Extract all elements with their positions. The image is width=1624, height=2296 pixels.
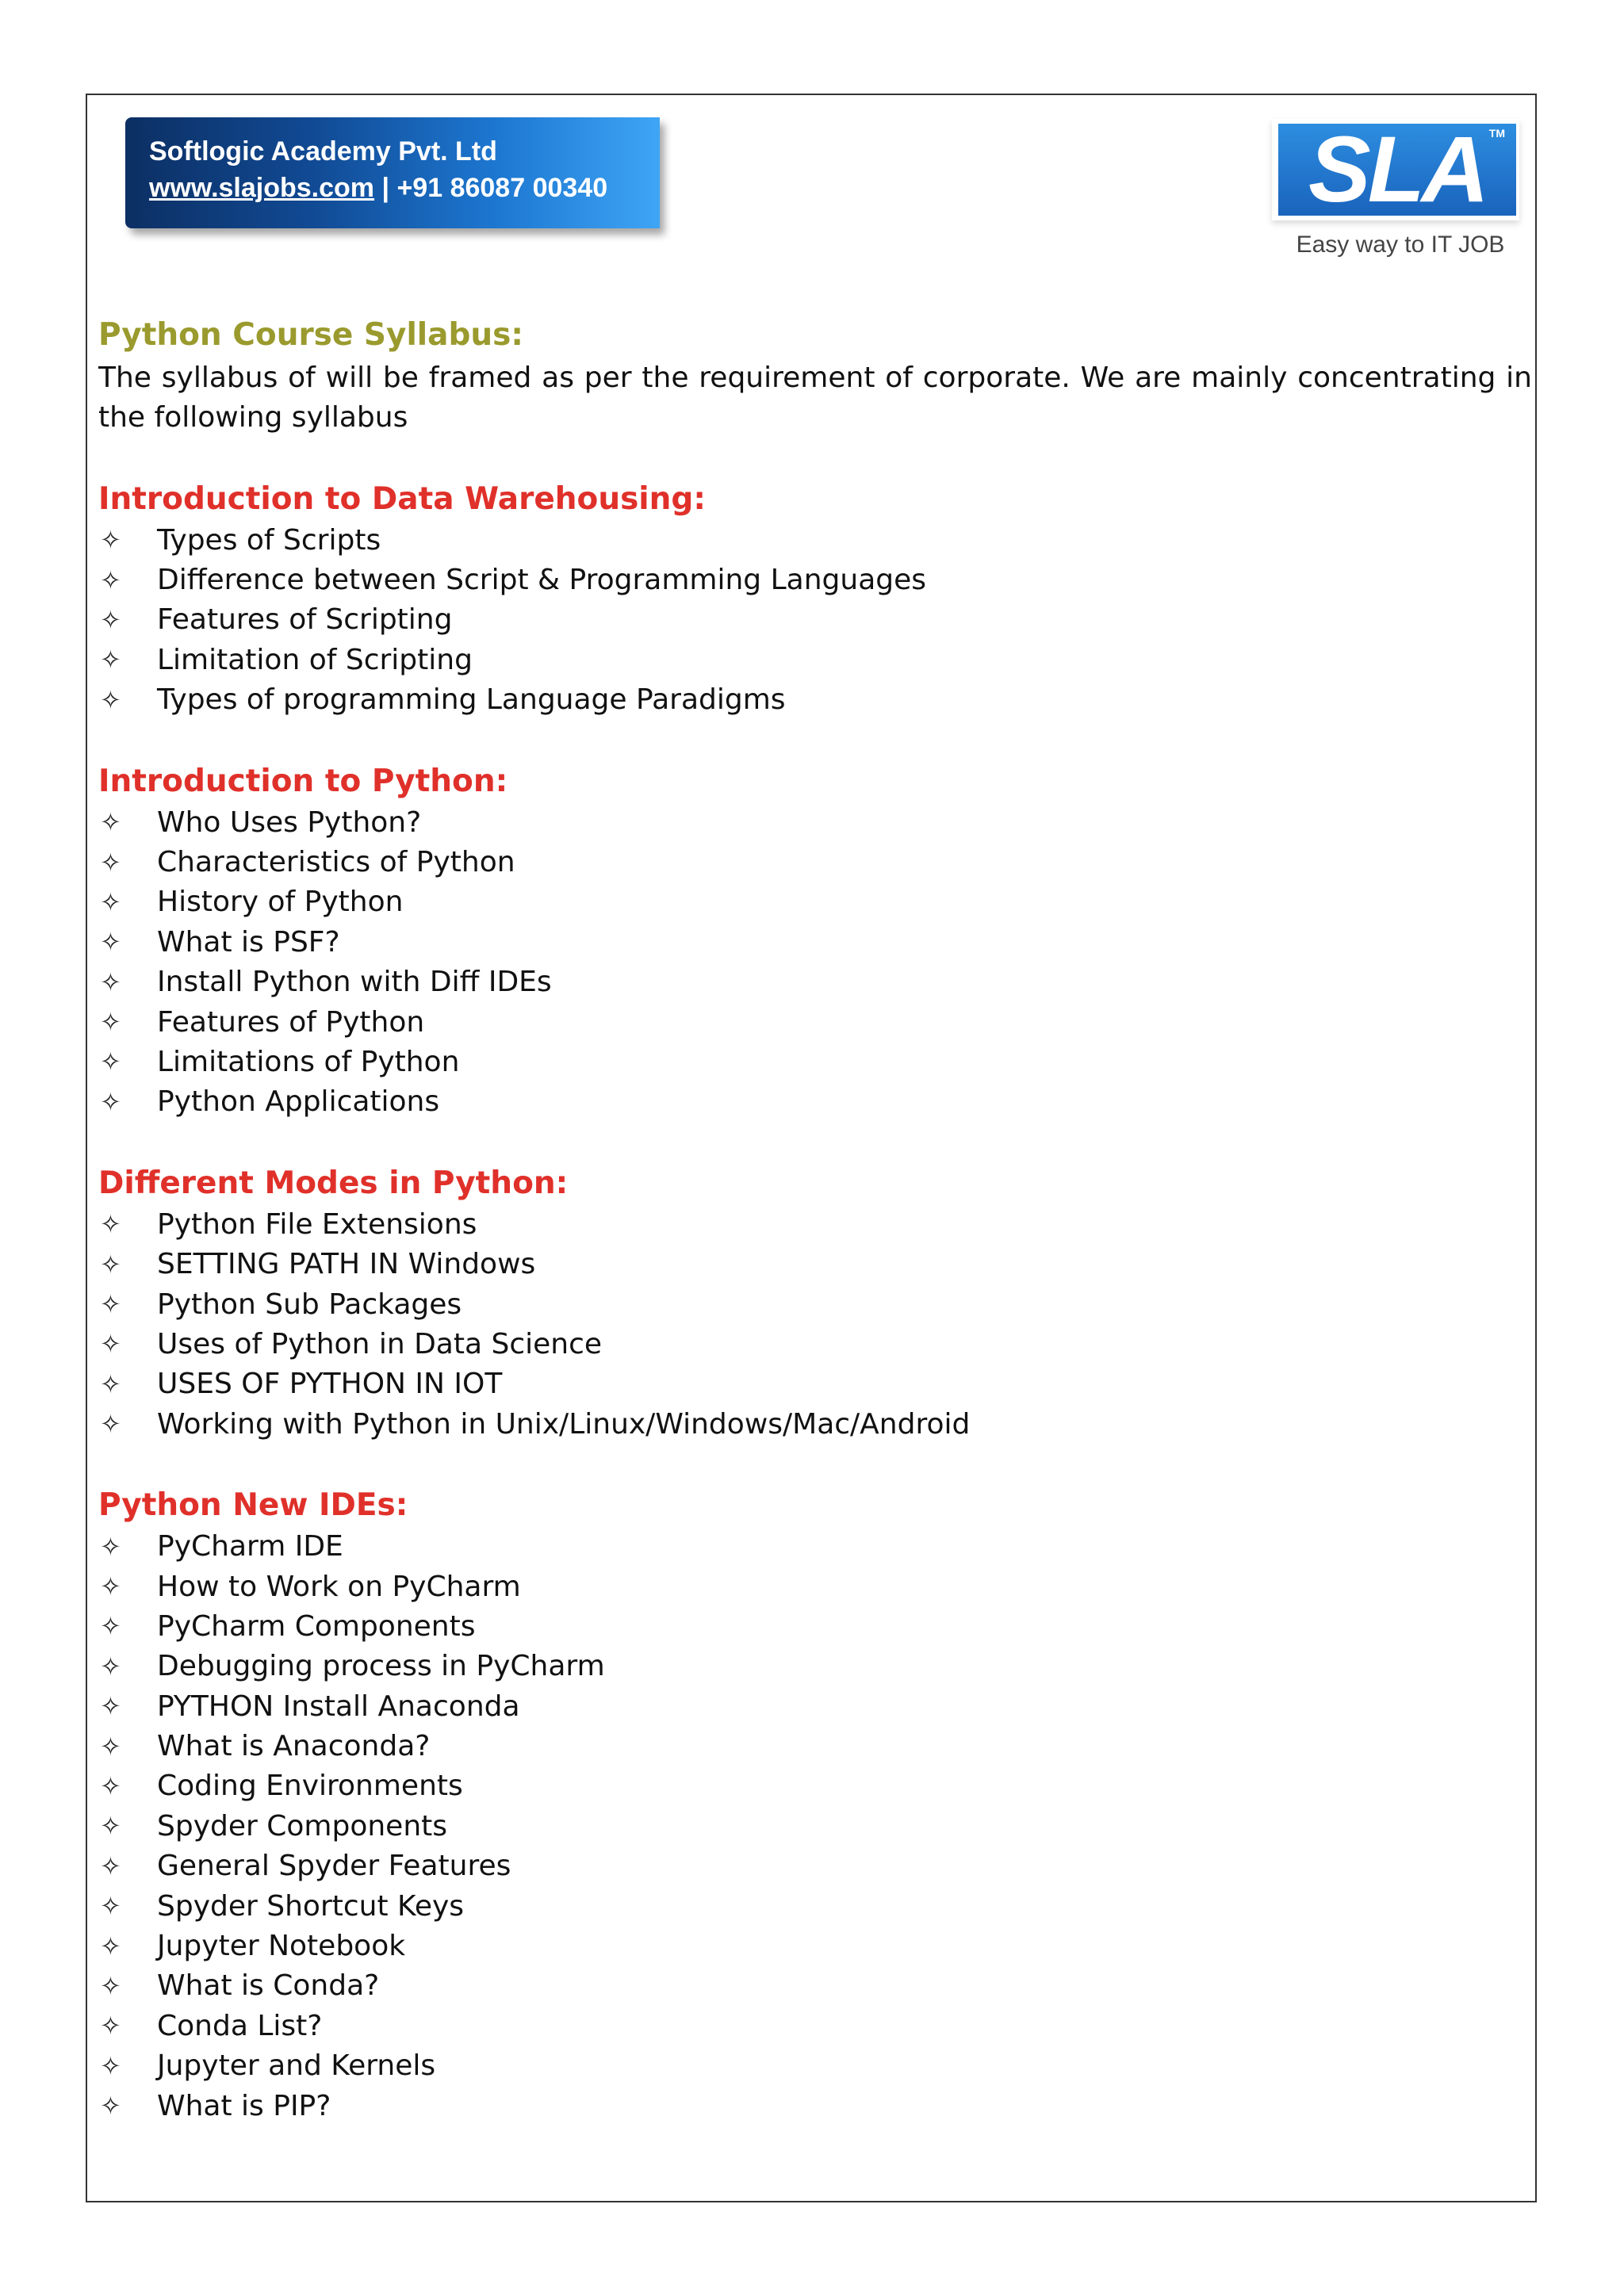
star-bullet-icon: ✧ [100, 1531, 121, 1562]
logo-tagline: Easy way to IT JOB [1296, 232, 1505, 258]
topic-text: Limitation of Scripting [157, 643, 473, 676]
list-item [98, 1042, 1532, 1081]
star-bullet-icon: ✧ [100, 1368, 121, 1399]
topic-text: General Spyder Features [157, 1850, 511, 1883]
topic-text: Debugging process in PyCharm [157, 1650, 605, 1683]
list-item [98, 1606, 1532, 1646]
star-bullet-icon: ✧ [100, 1249, 121, 1280]
list-item [98, 1364, 1532, 1404]
star-bullet-icon: ✧ [100, 564, 121, 595]
syllabus-section [98, 1163, 1532, 1444]
star-bullet-icon: ✧ [100, 1931, 121, 1961]
star-bullet-icon: ✧ [100, 1086, 121, 1117]
list-item [98, 600, 1532, 640]
list-item [98, 842, 1532, 882]
list-item [98, 1926, 1532, 1965]
list-item [98, 962, 1532, 1002]
list-item [98, 922, 1532, 962]
list-item [98, 1082, 1532, 1122]
list-item [98, 2046, 1532, 2086]
star-bullet-icon: ✧ [100, 1611, 121, 1642]
course-title: Python Course Syllabus: [98, 317, 523, 353]
topic-text: Who Uses Python? [157, 806, 422, 839]
topic-list [98, 1526, 1532, 2126]
list-item [98, 1686, 1532, 1726]
syllabus-section [98, 1485, 1532, 2126]
star-bullet-icon: ✧ [100, 604, 121, 635]
star-bullet-icon: ✧ [100, 847, 121, 878]
topic-text: PYTHON Install Anaconda [157, 1689, 520, 1723]
topic-text: What is Conda? [157, 1969, 380, 2003]
list-item [98, 560, 1532, 599]
topic-text: Features of Scripting [157, 603, 453, 637]
section-heading: Introduction to Data Warehousing: [98, 481, 706, 517]
topic-text: Jupyter and Kernels [157, 2049, 436, 2083]
star-bullet-icon: ✧ [100, 1651, 121, 1682]
star-bullet-icon: ✧ [100, 645, 121, 675]
list-item [98, 1886, 1532, 1926]
phone-number: +91 86087 00340 [396, 173, 608, 203]
topic-text: Characteristics of Python [157, 846, 515, 879]
star-bullet-icon: ✧ [100, 2011, 121, 2042]
topic-text: Types of programming Language Paradigms [157, 683, 786, 717]
topic-text: History of Python [157, 886, 404, 919]
star-bullet-icon: ✧ [100, 1770, 121, 1801]
section-list [98, 479, 1532, 2126]
star-bullet-icon: ✧ [100, 1209, 121, 1240]
topic-text: USES OF PYTHON IN IOT [157, 1368, 503, 1401]
topic-list [98, 802, 1532, 1122]
topic-text: Working with Python in Unix/Linux/Windows/Mac/Android [157, 1407, 971, 1441]
company-banner [125, 117, 660, 228]
sla-logo [1272, 119, 1524, 270]
star-bullet-icon: ✧ [100, 1891, 121, 1922]
logo-plate [1272, 119, 1519, 220]
website-link[interactable]: www.slajobs.com [149, 173, 375, 203]
topic-text: SETTING PATH IN Windows [157, 1248, 536, 1281]
list-item [98, 1204, 1532, 1244]
topic-text: Install Python with Diff IDEs [157, 966, 552, 999]
topic-text: Features of Python [157, 1005, 425, 1039]
contact-line [149, 170, 660, 206]
star-bullet-icon: ✧ [100, 1850, 121, 1881]
list-item [98, 1806, 1532, 1846]
topic-text: Conda List? [157, 2009, 323, 2042]
section-heading: Different Modes in Python: [98, 1165, 569, 1202]
topic-text: Types of Scripts [157, 523, 381, 557]
logo-mark: SLA [1278, 124, 1516, 216]
topic-list [98, 1204, 1532, 1444]
list-item [98, 802, 1532, 842]
list-item [98, 1647, 1532, 1686]
topic-text: Difference between Script & Programming Languages [157, 564, 927, 597]
syllabus-content [98, 312, 1532, 2126]
topic-text: Spyder Components [157, 1809, 448, 1843]
list-item [98, 1726, 1532, 1766]
list-item [98, 1284, 1532, 1324]
topic-text: Python File Extensions [157, 1207, 477, 1241]
list-item [98, 2086, 1532, 2126]
list-item [98, 1526, 1532, 1566]
star-bullet-icon: ✧ [100, 1047, 121, 1077]
company-name: Softlogic Academy Pvt. Ltd [149, 136, 497, 166]
topic-text: Spyder Shortcut Keys [157, 1889, 465, 1923]
topic-text: Coding Environments [157, 1770, 463, 1803]
star-bullet-icon: ✧ [100, 1731, 121, 1762]
topic-text: Python Sub Packages [157, 1288, 462, 1321]
list-item [98, 1567, 1532, 1606]
list-item [98, 1846, 1532, 1886]
topic-text: What is PSF? [157, 925, 340, 959]
star-bullet-icon: ✧ [100, 684, 121, 715]
star-bullet-icon: ✧ [100, 1691, 121, 1722]
star-bullet-icon: ✧ [100, 886, 121, 917]
star-bullet-icon: ✧ [100, 966, 121, 997]
contact-separator: | [374, 173, 397, 203]
topic-text: Uses of Python in Data Science [157, 1327, 603, 1360]
star-bullet-icon: ✧ [100, 927, 121, 958]
section-heading: Python New IDEs: [98, 1487, 408, 1524]
list-item [98, 1966, 1532, 2006]
list-item [98, 882, 1532, 922]
topic-text: Limitations of Python [157, 1045, 460, 1078]
star-bullet-icon: ✧ [100, 1007, 121, 1038]
topic-text: Python Applications [157, 1085, 440, 1119]
list-item [98, 680, 1532, 720]
list-item [98, 2006, 1532, 2045]
list-item [98, 520, 1532, 560]
topic-text: What is PIP? [157, 2089, 331, 2122]
list-item [98, 1324, 1532, 1364]
logo-trademark: TM [1488, 127, 1505, 140]
topic-text: Jupyter Notebook [157, 1930, 406, 1963]
syllabus-section [98, 761, 1532, 1122]
list-item [98, 1766, 1532, 1806]
star-bullet-icon: ✧ [100, 1571, 121, 1601]
star-bullet-icon: ✧ [100, 1811, 121, 1842]
list-item [98, 1002, 1532, 1042]
intro-paragraph: The syllabus of will be framed as per the requirement of corporate. We are mainly concentrating in the following syllabus [98, 362, 1532, 434]
star-bullet-icon: ✧ [100, 1289, 121, 1320]
section-heading: Introduction to Python: [98, 763, 508, 799]
star-bullet-icon: ✧ [100, 2050, 121, 2081]
star-bullet-icon: ✧ [100, 1409, 121, 1440]
list-item [98, 1404, 1532, 1444]
syllabus-section [98, 479, 1532, 720]
star-bullet-icon: ✧ [100, 2091, 121, 2122]
topic-text: PyCharm IDE [157, 1530, 343, 1563]
list-item [98, 640, 1532, 679]
star-bullet-icon: ✧ [100, 1970, 121, 2001]
topic-text: How to Work on PyCharm [157, 1570, 521, 1603]
topic-text: PyCharm Components [157, 1609, 476, 1643]
star-bullet-icon: ✧ [100, 807, 121, 838]
topic-text: What is Anaconda? [157, 1730, 431, 1763]
star-bullet-icon: ✧ [100, 1329, 121, 1360]
topic-list [98, 520, 1532, 720]
list-item [98, 1244, 1532, 1284]
star-bullet-icon: ✧ [100, 525, 121, 556]
